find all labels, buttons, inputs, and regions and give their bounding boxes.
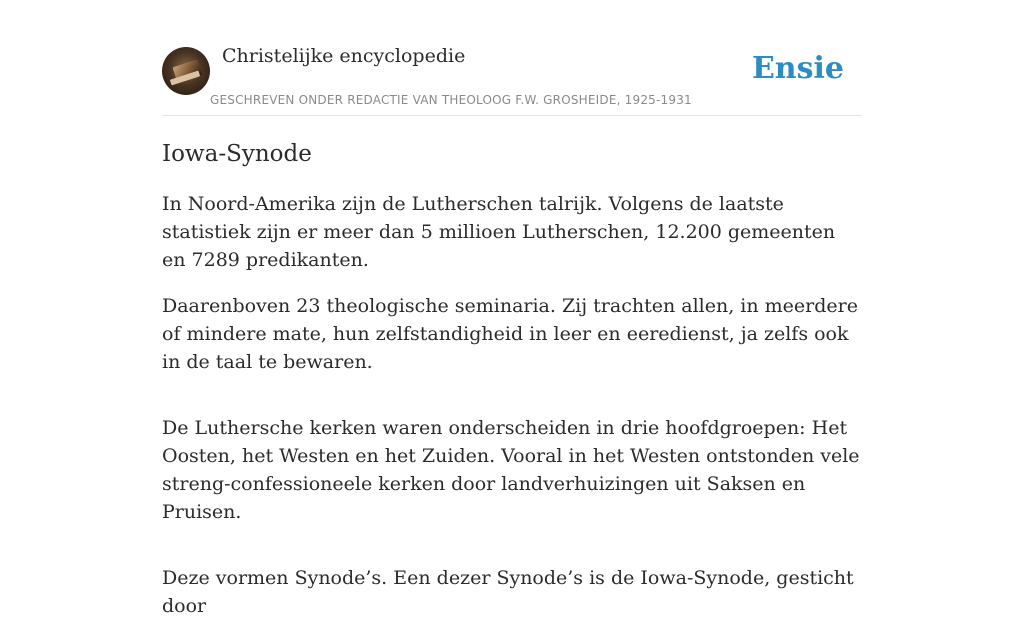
article-paragraph: Deze vormen Synode’s. Een dezer Synode’s is de Iowa-Synode, gesticht door [162,567,854,617]
article [162,138,862,638]
article-paragraph: Daarenboven 23 theologische seminaria. Zij trachten allen, in meerdere of mindere mate, hun zelfstandigheid in leer en eeredienst, ja zelfs ook in de taal te bewaren. [162,295,858,373]
ensie-logo[interactable]: Ensie [751,51,844,86]
encyclopedia-avatar[interactable] [162,47,210,95]
site-header [162,0,862,116]
site-subtitle: GESCHREVEN ONDER REDACTIE VAN THEOLOOG F.W. GROSHEIDE, 1925-1931 [210,93,692,107]
article-title: Iowa-Synode [162,141,312,167]
article-paragraph: In Noord-Amerika zijn de Lutherschen talrijk. Volgens de laatste statistiek zijn er meer dan 5 millioen Lutherschen, 12.200 gemeenten en 7289 predikanten. [162,193,836,271]
article-body [162,190,862,620]
site-title[interactable]: Christelijke encyclopedie [222,45,466,67]
article-paragraph: De Luthersche kerken waren onderscheiden in drie hoofdgroepen: Het Oosten, het Westen en het Zuiden. Vooral in het Westen ontstonden vele streng-confessioneele kerken door landverhuizingen uit Saksen en Pruisen. [162,417,860,523]
